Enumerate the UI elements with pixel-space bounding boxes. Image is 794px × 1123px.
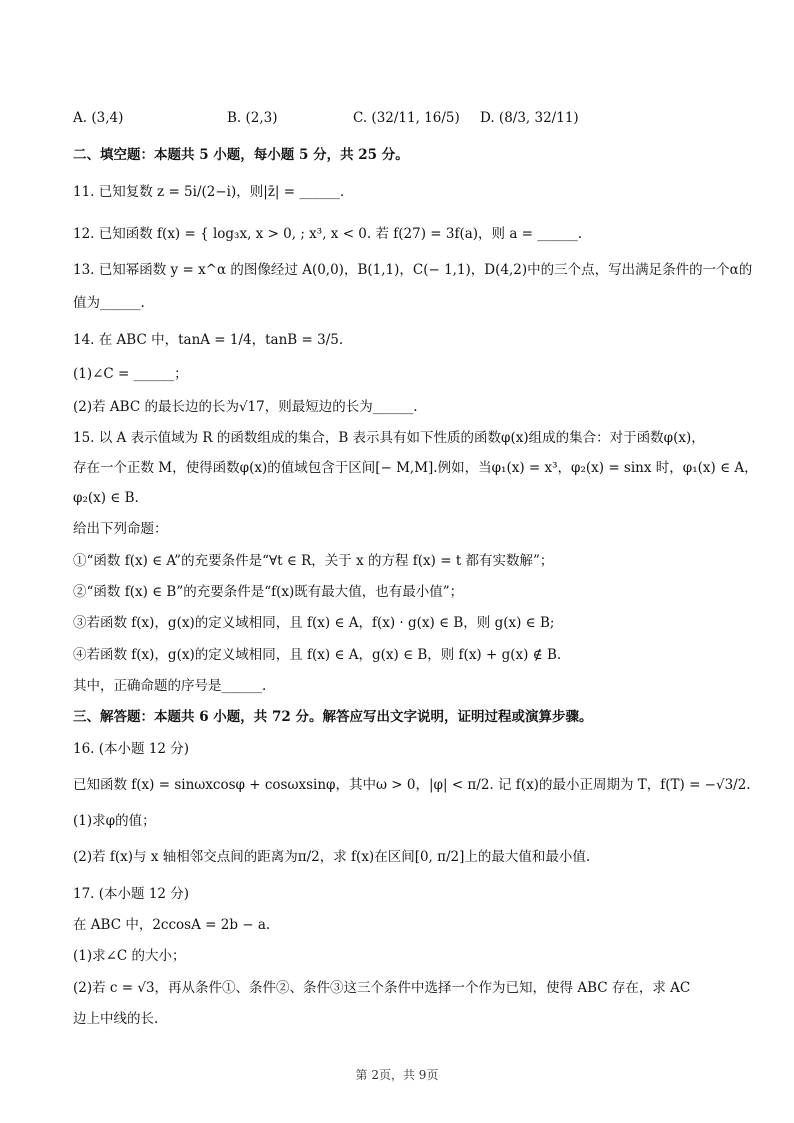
page-footer: 第 2页，共 9页: [355, 1068, 439, 1082]
question-15-line-3: φ₂(x) ∈ B.: [73, 490, 139, 506]
question-16-statement: 已知函数 f(x) = sinωxcosφ + cosωxsinφ，其中ω > 0，|φ| < π/2. 记 f(x)的最小正周期为 T，f(T) = −√3/2.: [73, 777, 751, 793]
question-16-part-2: (2)若 f(x)与 x 轴相邻交点间的距离为π/2，求 f(x)在区间[0, π/2]上的最大值和最小值.: [73, 849, 591, 865]
question-16-part-1: (1)求φ的值；: [73, 813, 156, 829]
section-solutions-heading: 三、解答题：本题共 6 小题，共 72 分。解答应写出文字说明，证明过程或演算步骤。: [73, 709, 593, 725]
question-17-header: 17. (本小题 12 分): [73, 886, 190, 902]
question-14-part-2: (2)若 ABC 的最长边的长为√17，则最短边的长为______.: [73, 399, 418, 415]
question-15-answer: 其中，正确命题的序号是______.: [73, 678, 267, 694]
choice-b: B. (2,3): [227, 110, 278, 126]
proposition-4: ④若函数 f(x)，g(x)的定义域相同，且 f(x) ∈ A，g(x) ∈ B，则 f(x) + g(x) ∉ B.: [73, 647, 562, 663]
choice-d: D. (8/3, 32/11): [480, 110, 579, 126]
proposition-2: ②“函数 f(x) ∈ B”的充要条件是“f(x)既有最大值，也有最小值”；: [73, 584, 464, 600]
question-17-part-2: (2)若 c = √3，再从条件①、条件②、条件③这三个条件中选择一个作为已知，使得 ABC 存在，求 AC: [73, 980, 691, 996]
question-14: 14. 在 ABC 中，tanA = 1/4，tanB = 3/5.: [73, 332, 344, 348]
question-15-intro: 给出下列命题：: [73, 521, 168, 537]
section-fill-in-heading: 二、填空题：本题共 5 小题，每小题 5 分，共 25 分。: [73, 147, 409, 163]
question-13-line-2: 值为______.: [73, 295, 145, 311]
question-14-part-1: (1)∠C = ______；: [73, 366, 188, 382]
question-17-statement: 在 ABC 中，2ccosA = 2b − a.: [73, 917, 271, 933]
question-11: 11. 已知复数 z = 5i/(2−i)，则|z̄| = ______.: [73, 184, 345, 200]
question-17-part-2-continued: 边上中线的长.: [73, 1011, 159, 1027]
question-17-part-1: (1)求∠C 的大小；: [73, 948, 186, 964]
proposition-3: ③若函数 f(x)，g(x)的定义域相同，且 f(x) ∈ A，f(x) · g(x) ∈ B，则 g(x) ∈ B;: [73, 615, 555, 631]
choice-c: C. (32/11, 16/5): [353, 110, 460, 126]
choice-a: A. (3,4): [73, 110, 124, 126]
question-15-line-1: 15. 以 A 表示值域为 R 的函数组成的集合，B 表示具有如下性质的函数φ(x)组成的集合：对于函数φ(x)，: [73, 430, 705, 446]
proposition-1: ①“函数 f(x) ∈ A”的充要条件是“∀t ∈ R，关于 x 的方程 f(x) = t 都有实数解”；: [73, 553, 554, 569]
question-12: 12. 已知函数 f(x) = { log₃x, x > 0, ; x³, x < 0. 若 f(27) = 3f(a)，则 a = ______.: [73, 226, 583, 242]
question-13-line-1: 13. 已知幂函数 y = x^α 的图像经过 A(0,0)，B(1,1)，C(− 1,1)，D(4,2)中的三个点，写出满足条件的一个α的: [73, 262, 753, 278]
question-15-line-2: 存在一个正数 M，使得函数φ(x)的值域包含于区间[− M,M].例如，当φ₁(x) = x³，φ₂(x) = sinx 时，φ₁(x) ∈ A，: [73, 460, 758, 476]
question-16-header: 16. (本小题 12 分): [73, 741, 190, 757]
